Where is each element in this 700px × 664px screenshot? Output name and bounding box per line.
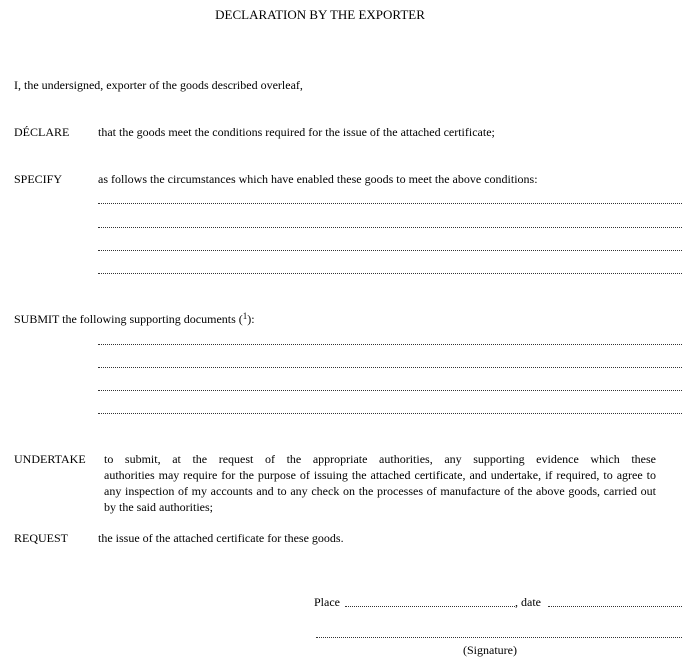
submit-text-before: SUBMIT the following supporting documents (: [14, 312, 243, 326]
specify-line-3[interactable]: [98, 250, 682, 251]
submit-text-after: ):: [247, 312, 255, 326]
footnote-marker: 1: [242, 311, 248, 321]
date-label: , date: [515, 595, 541, 609]
undertake-line-1: to submit, at the request of the appropriate authorities, any supporting evidence which these: [104, 452, 656, 466]
request-label: REQUEST: [14, 531, 68, 545]
submit-line-3[interactable]: [98, 390, 682, 391]
date-field[interactable]: [548, 606, 682, 607]
specify-line-1[interactable]: [98, 203, 682, 204]
signature-label: (Signature): [463, 643, 517, 657]
undertake-text: authorities may require for the purpose of issuing the attached certificate, and undertake, if required, to agree to any inspection of my accounts and to any check on the processes of manufacture of the above goods, carried out by the said authorities;: [104, 468, 656, 514]
signature-field[interactable]: [316, 637, 682, 638]
declare-text: that the goods meet the conditions required for the issue of the attached certificate;: [98, 125, 495, 139]
page-title: DECLARATION BY THE EXPORTER: [215, 7, 425, 22]
specify-label: SPECIFY: [14, 172, 63, 186]
submit-line-4[interactable]: [98, 413, 682, 414]
submit-line-1[interactable]: [98, 344, 682, 345]
undertake-label: UNDERTAKE: [14, 452, 86, 466]
place-label: Place: [314, 595, 340, 609]
request-text: the issue of the attached certificate for these goods.: [98, 531, 344, 545]
place-field[interactable]: [345, 606, 515, 607]
specify-line-2[interactable]: [98, 227, 682, 228]
submit-line-2[interactable]: [98, 367, 682, 368]
specify-text: as follows the circumstances which have enabled these goods to meet the above conditions:: [98, 172, 538, 186]
intro-text: I, the undersigned, exporter of the goods described overleaf,: [14, 78, 303, 92]
submit-text: [14, 312, 255, 326]
declare-label: DÉCLARE: [14, 125, 70, 139]
specify-line-4[interactable]: [98, 273, 682, 274]
